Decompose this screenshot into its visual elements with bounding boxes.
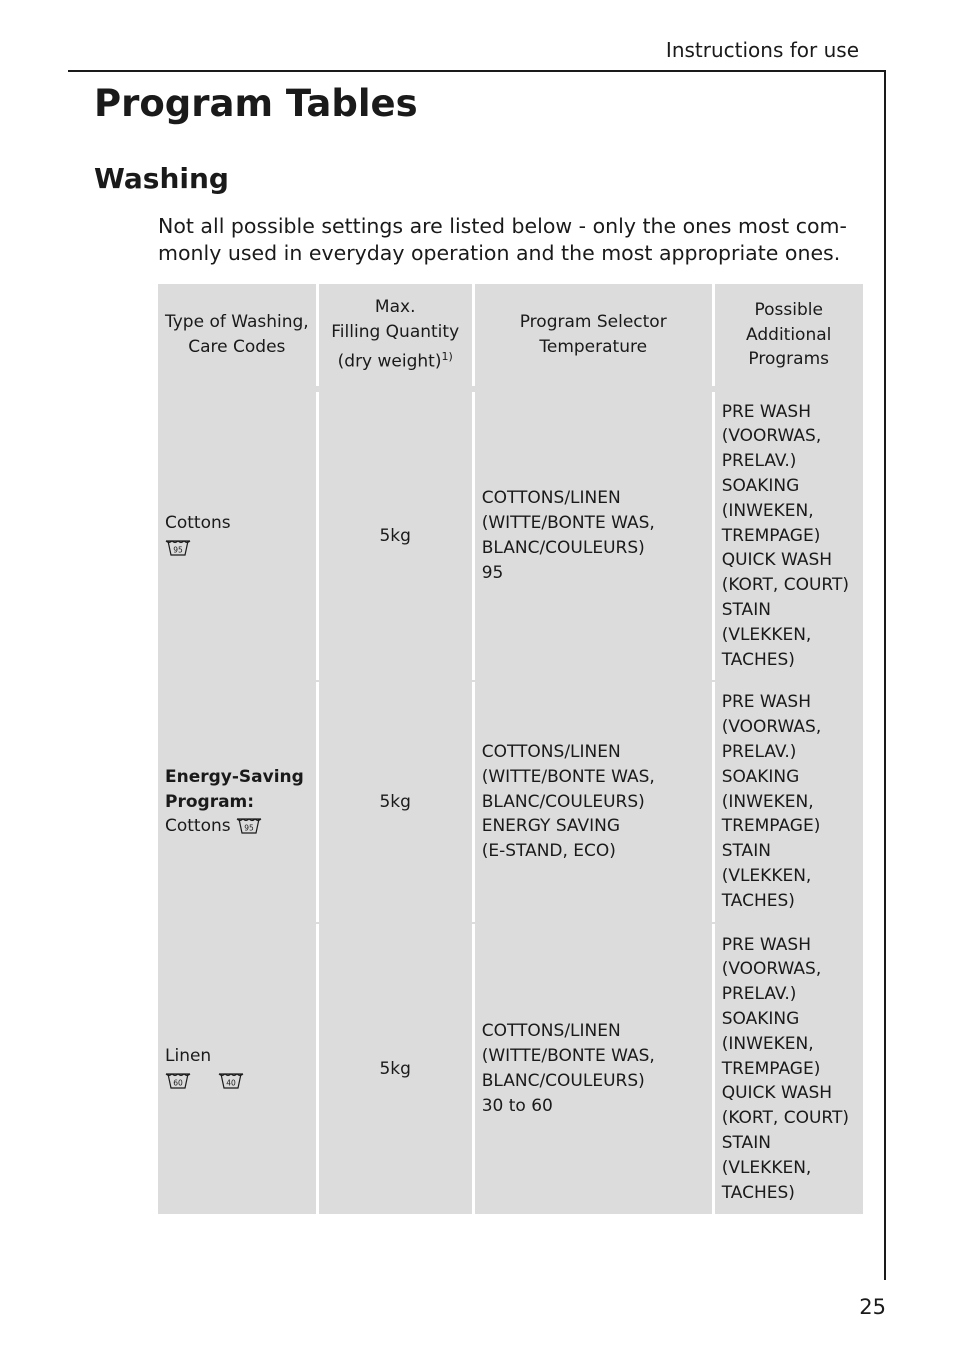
cell-type	[158, 682, 316, 922]
type-text-line	[165, 814, 309, 839]
footnote-marker: 1)	[441, 350, 453, 364]
intro-line: Not all possible settings are listed below - only the ones most com-	[158, 214, 847, 238]
additional-text: (VOORWAS,	[721, 426, 822, 447]
cell-quantity: 5kg	[319, 682, 472, 922]
program-text: BLANC/COULEURS)	[481, 1071, 645, 1091]
header-rule	[68, 70, 886, 72]
cell-additional	[715, 924, 863, 1214]
header-text: Temperature	[539, 337, 648, 357]
additional-text: STAIN	[721, 841, 771, 862]
additional-text: PRELAV.)	[721, 984, 797, 1005]
header-type	[158, 284, 316, 386]
program-text: (WITTE/BONTE WAS,	[481, 1046, 655, 1067]
additional-text: (INWEKEN,	[721, 1033, 814, 1054]
program-text: BLANC/COULEURS)	[481, 791, 645, 812]
cell-program	[475, 924, 712, 1214]
header-additional	[715, 284, 863, 386]
type-text: Cottons	[165, 816, 231, 837]
additional-text: (VLEKKEN,	[721, 624, 812, 645]
header-text: Possible	[754, 299, 823, 320]
header-text: (dry weight)	[337, 351, 442, 372]
program-text: COTTONS/LINEN	[481, 488, 621, 509]
type-text-bold: Energy-Saving	[165, 766, 304, 787]
additional-text: (VOORWAS,	[721, 717, 822, 738]
program-text: (WITTE/BONTE WAS,	[481, 513, 655, 534]
additional-text: SOAKING	[721, 476, 800, 496]
program-text: COTTONS/LINEN	[481, 1021, 621, 1042]
header-text: Program Selector	[519, 312, 667, 333]
header-text: Max.	[374, 297, 416, 318]
additional-text: (KORT, COURT)	[721, 575, 849, 596]
additional-text: (KORT, COURT)	[721, 1108, 849, 1129]
additional-text: PRELAV.)	[721, 742, 797, 762]
additional-text: (VOORWAS,	[721, 959, 822, 980]
cell-additional	[715, 392, 863, 680]
cell-type	[158, 924, 316, 1214]
additional-text: (INWEKEN,	[721, 791, 814, 812]
page-title: Program Tables	[94, 82, 418, 125]
wash-tub-icon	[165, 1073, 191, 1089]
type-text: Linen	[165, 1046, 212, 1067]
program-text: (E-STAND, ECO)	[481, 841, 616, 862]
additional-text: TREMPAGE)	[721, 1058, 821, 1079]
program-text: BLANC/COULEURS)	[481, 538, 645, 558]
header-program	[475, 284, 712, 386]
wash-tub-icon	[165, 540, 191, 556]
care-code-label: 60	[173, 1078, 183, 1088]
additional-text: SOAKING	[721, 766, 800, 787]
cell-program	[475, 392, 712, 680]
intro-paragraph	[158, 213, 848, 267]
additional-text: PRELAV.)	[721, 451, 797, 472]
additional-text: TACHES)	[721, 1182, 795, 1203]
additional-text: (INWEKEN,	[721, 500, 814, 521]
additional-text: QUICK WASH	[721, 1083, 833, 1104]
program-text: 30 to 60	[481, 1095, 553, 1116]
header-text: Additional	[746, 324, 832, 345]
program-text: 95	[481, 562, 504, 583]
additional-text: PRE WASH	[721, 934, 811, 955]
additional-text: PRE WASH	[721, 401, 811, 422]
additional-text: TACHES)	[721, 890, 795, 911]
care-code-label: 95	[173, 545, 183, 555]
section-title: Washing	[94, 162, 229, 195]
cell-additional	[715, 682, 863, 922]
additional-text: QUICK WASH	[721, 550, 833, 571]
wash-tub-icon	[218, 1073, 244, 1089]
additional-text: TREMPAGE)	[721, 816, 821, 837]
wash-tub-icon	[236, 818, 262, 834]
table-row	[158, 924, 863, 1214]
care-code-label: 40	[226, 1078, 236, 1088]
header-text	[326, 345, 465, 374]
program-table	[155, 284, 866, 1214]
page-number: 25	[859, 1295, 886, 1319]
additional-text: TACHES)	[721, 649, 795, 670]
additional-text: SOAKING	[721, 1009, 800, 1029]
additional-text: (VLEKKEN,	[721, 1157, 812, 1178]
header-text: Care Codes	[188, 337, 286, 357]
running-header: Instructions for use	[665, 38, 859, 62]
additional-text: STAIN	[721, 599, 771, 620]
additional-text: TREMPAGE)	[721, 525, 821, 546]
additional-text: STAIN	[721, 1132, 771, 1153]
header-text: Filling Quantity	[331, 322, 460, 343]
type-text-bold: Program:	[165, 791, 255, 812]
table-row	[158, 392, 863, 680]
care-code-label: 95	[244, 823, 254, 833]
header-text: Programs	[748, 349, 829, 370]
additional-text: PRE WASH	[721, 692, 811, 713]
program-text: (WITTE/BONTE WAS,	[481, 766, 655, 787]
table-header-row	[158, 284, 863, 386]
additional-text: (VLEKKEN,	[721, 865, 812, 886]
table-row	[158, 682, 863, 922]
cell-quantity: 5kg	[319, 392, 472, 680]
program-text: ENERGY SAVING	[481, 816, 621, 837]
cell-program	[475, 682, 712, 922]
cell-quantity: 5kg	[319, 924, 472, 1214]
program-text: COTTONS/LINEN	[481, 742, 621, 762]
type-text: Cottons	[165, 513, 231, 534]
header-quantity	[319, 284, 472, 386]
header-text: Type of Washing,	[165, 312, 309, 333]
cell-type	[158, 392, 316, 680]
intro-line: monly used in everyday operation and the most appropriate ones.	[158, 241, 841, 265]
side-rule	[884, 70, 886, 1280]
